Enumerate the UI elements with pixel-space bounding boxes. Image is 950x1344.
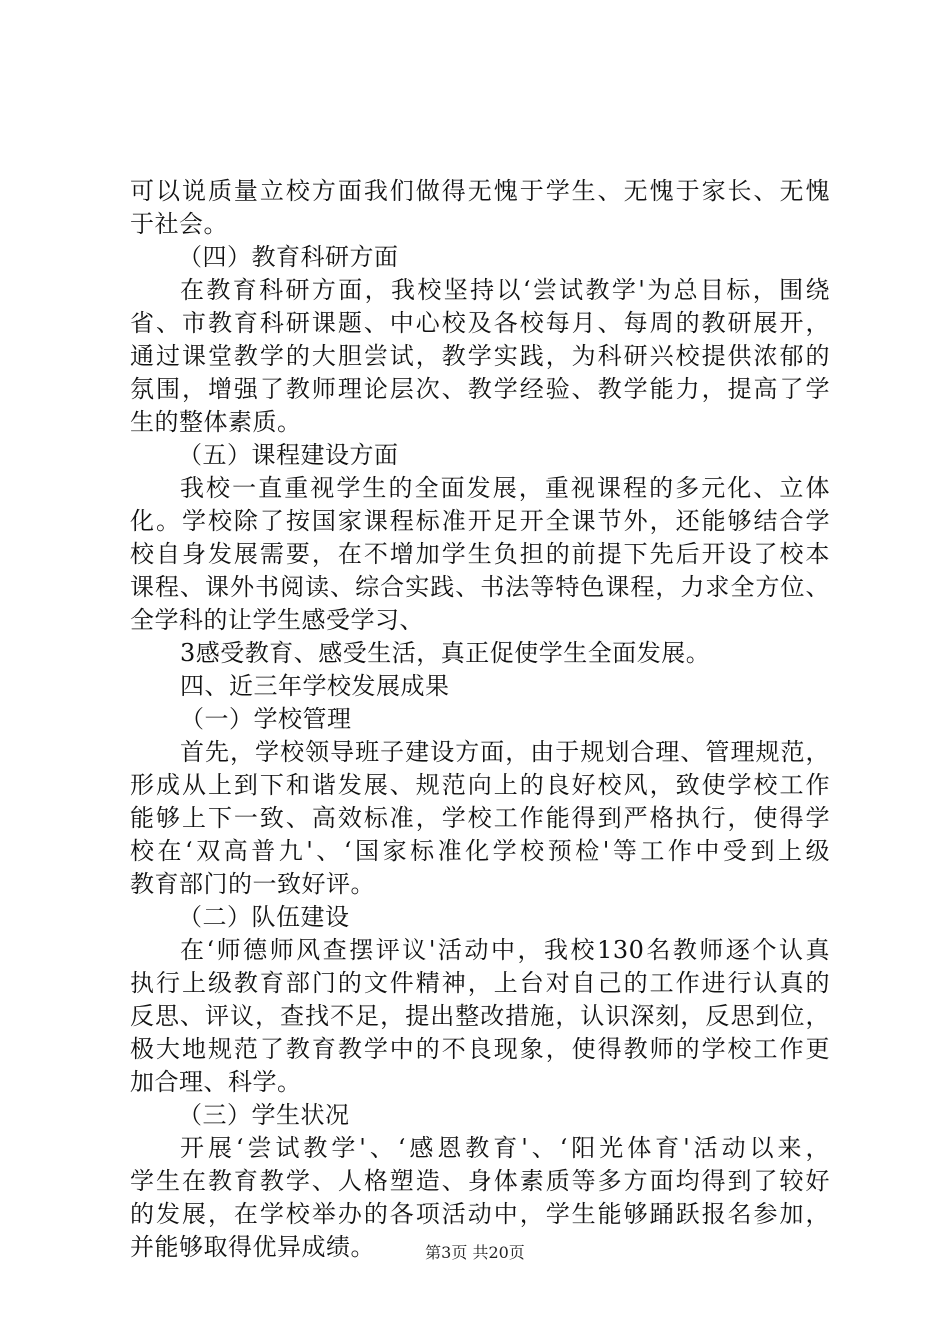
text-line: 课程、课外书阅读、综合实践、书法等特色课程，力求全方位、 xyxy=(130,573,830,601)
section-heading: （二）队伍建设 xyxy=(178,903,350,931)
page-number-footer: 第3页 共20页 xyxy=(425,1243,525,1262)
section-heading: （四）教育科研方面 xyxy=(178,243,399,271)
text-line: 化。学校除了按国家课程标准开足开全课节外，还能够结合学 xyxy=(130,507,830,535)
text-line: 我校一直重视学生的全面发展，重视课程的多元化、立体 xyxy=(180,474,830,502)
text-line: 能够上下一致、高效标准，学校工作能得到严格执行，使得学 xyxy=(130,804,830,832)
text-line: 反思、评议，查找不足，提出整改措施，认识深刻，反思到位， xyxy=(130,1002,830,1030)
text-line: 于社会。 xyxy=(130,210,228,238)
text-line: 校在‘双高普九'、‘国家标准化学校预检'等工作中受到上级 xyxy=(130,837,830,865)
text-line: 在教育科研方面，我校坚持以‘尝试教学'为总目标，围绕 xyxy=(180,276,830,304)
section-heading: （一）学校管理 xyxy=(180,705,352,733)
text-line: 学生在教育教学、人格塑造、身体素质等多方面均得到了较好 xyxy=(130,1167,830,1195)
text-line: 极大地规范了教育教学中的不良现象，使得教师的学校工作更 xyxy=(130,1035,830,1063)
text-line: 校自身发展需要，在不增加学生负担的前提下先后开设了校本 xyxy=(130,540,830,568)
section-heading: 四、近三年学校发展成果 xyxy=(180,672,450,700)
text-line: 开展‘尝试教学'、‘感恩教育'、‘阳光体育'活动以来， xyxy=(180,1134,830,1162)
text-line: 生的整体素质。 xyxy=(130,408,302,436)
text-line: 的发展，在学校举办的各项活动中，学生能够踊跃报名参加， xyxy=(130,1200,830,1228)
text-line: 并能够取得优异成绩。 xyxy=(130,1233,375,1261)
text-line: 形成从上到下和谐发展、规范向上的良好校风，致使学校工作 xyxy=(130,771,830,799)
text-line: 加合理、科学。 xyxy=(130,1068,302,1096)
text-line: 执行上级教育部门的文件精神，上台对自己的工作进行认真的 xyxy=(130,969,830,997)
text-line: 省、市教育科研课题、中心校及各校每月、每周的教研展开， xyxy=(130,309,830,337)
section-heading: （三）学生状况 xyxy=(178,1101,350,1129)
document-body xyxy=(130,175,830,1264)
text-line: 氛围，增强了教师理论层次、教学经验、教学能力，提高了学 xyxy=(130,375,830,403)
text-line: 可以说质量立校方面我们做得无愧于学生、无愧于家长、无愧 xyxy=(130,177,830,205)
text-line: 通过课堂教学的大胆尝试，教学实践，为科研兴校提供浓郁的 xyxy=(130,342,830,370)
text-line: 全学科的让学生感受学习、 xyxy=(130,606,424,634)
section-heading: （五）课程建设方面 xyxy=(178,441,399,469)
text-line: 教育部门的一致好评。 xyxy=(130,870,375,898)
text-line: 首先，学校领导班子建设方面，由于规划合理、管理规范， xyxy=(180,738,830,766)
text-line: 在‘师德师风查摆评议'活动中，我校130名教师逐个认真 xyxy=(180,936,830,964)
text-line: 3感受教育、感受生活，真正促使学生全面发展。 xyxy=(180,639,711,667)
